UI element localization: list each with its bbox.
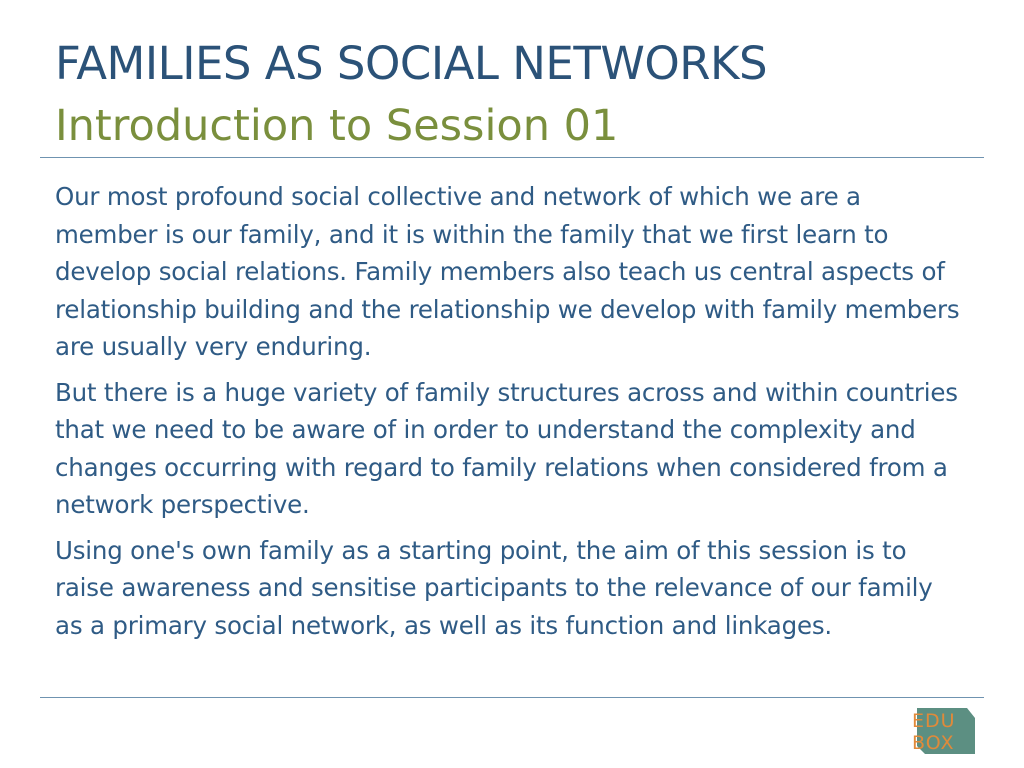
paragraph-1: Our most profound social collective and network of which we are a member is our family, and it is within the family that we first learn to develop social relations. Family members also teach us central aspects of relationship building and the relationship we develop with family members are usually very enduring. — [55, 182, 960, 361]
paragraph-3: Using one's own family as a starting point, the aim of this session is to raise awareness and sensitise participants to the relevance of our family as a primary social network, as well as its function and linkages. — [55, 535, 933, 640]
edubox-logo — [907, 706, 977, 758]
paragraph-2: But there is a huge variety of family structures across and within countries that we need to be aware of in order to understand the complexity and changes occurring with regard to family relations when considered from a network perspective. — [55, 377, 958, 519]
logo-text-line2: BOX — [912, 732, 955, 754]
slide-subtitle: Introduction to Session 01 — [55, 101, 619, 151]
slide-title: FAMILIES AS SOCIAL NETWORKS — [55, 37, 768, 90]
top-divider — [40, 157, 984, 158]
bottom-divider — [40, 697, 984, 698]
body-text — [55, 178, 965, 652]
logo-text-line1: EDU — [912, 710, 956, 732]
